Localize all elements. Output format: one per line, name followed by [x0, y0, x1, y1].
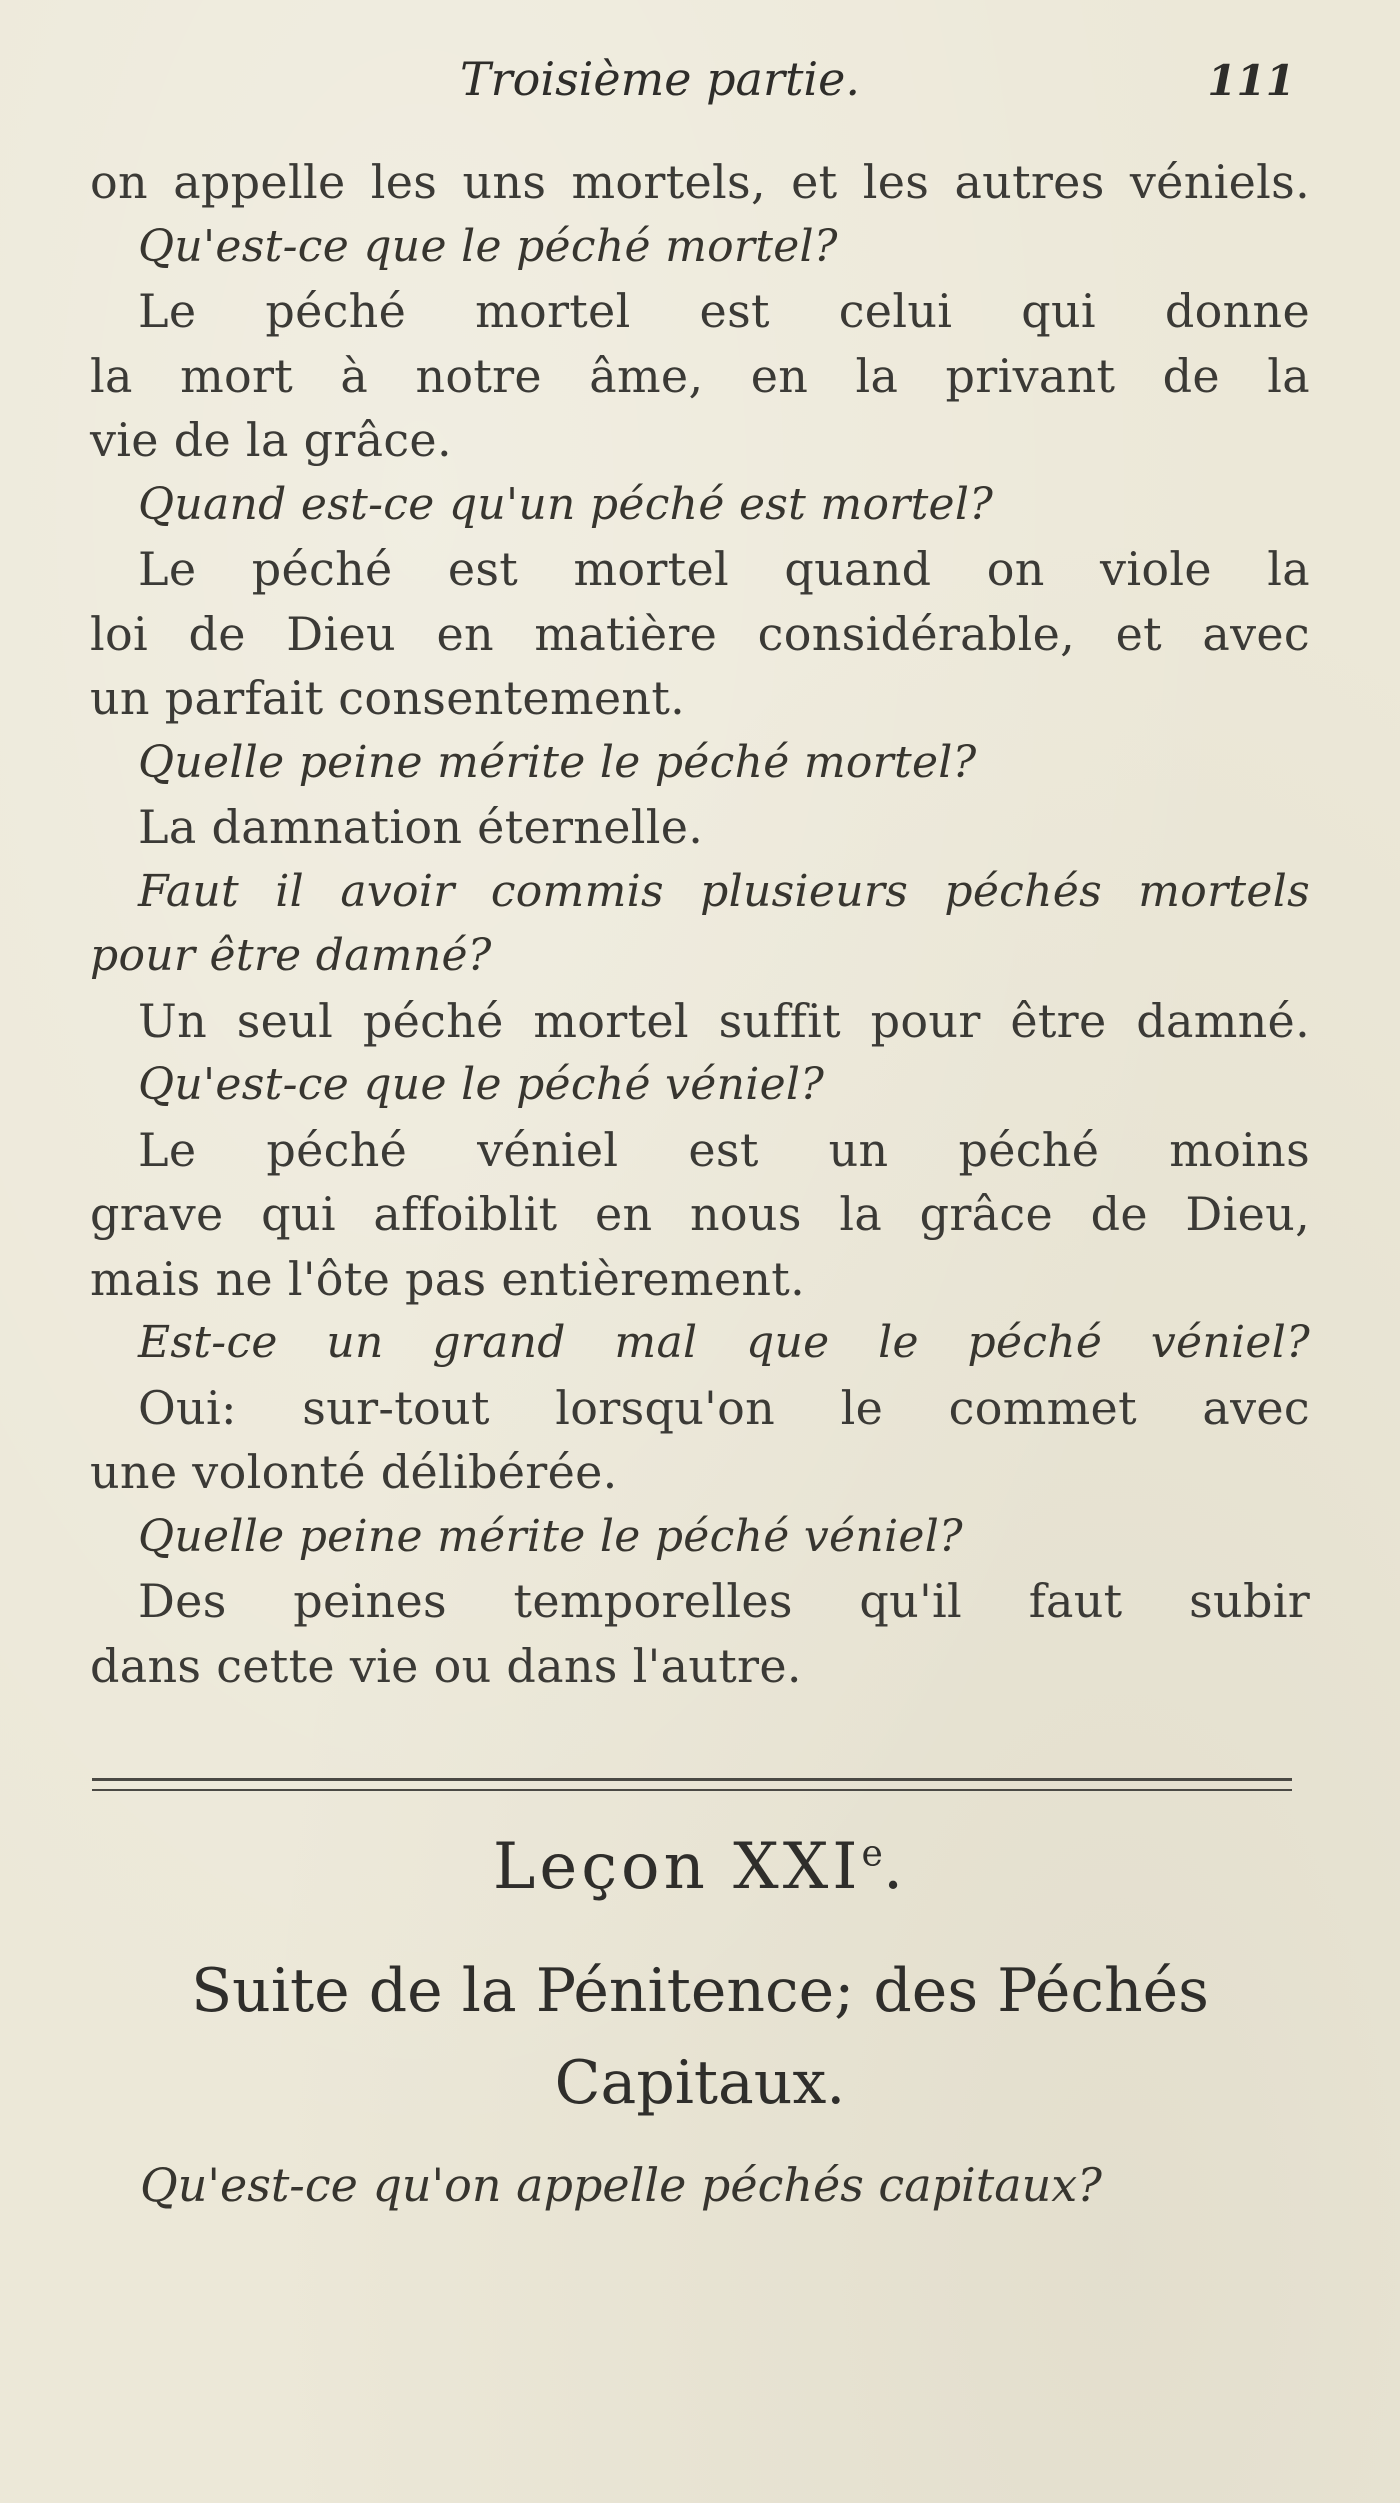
- question-line: pour être damné?: [90, 930, 492, 981]
- answer-line: Un seul péché mortel suffit pour être damné.: [138, 993, 1310, 1048]
- page-header: [0, 52, 1400, 112]
- question-line: Faut il avoir commis plusieurs péchés mortels: [138, 865, 1310, 917]
- section-title: [0, 1945, 1400, 2129]
- question-line: Quelle peine mérite le péché véniel?: [138, 1510, 963, 1562]
- answer-line: mais ne l'ôte pas entièrement.: [90, 1251, 805, 1306]
- section-title-line-1: Suite de la Pénitence; des Péchés: [191, 1956, 1209, 2026]
- answer-line: on appelle les uns mortels, et les autres véniels.: [90, 155, 1310, 209]
- question-line: Quand est-ce qu'un péché est mortel?: [138, 478, 994, 530]
- lesson-heading-end: .: [882, 1830, 908, 1904]
- catechism-question: Qu'est-ce qu'on appelle péchés capitaux?: [140, 2158, 1102, 2212]
- answer-line: La damnation éternelle.: [138, 800, 704, 854]
- answer-line: Le péché véniel est un péché moins: [138, 1122, 1310, 1177]
- answer-line: Le péché mortel est celui qui donne: [138, 284, 1310, 338]
- section-divider-thick: [92, 1778, 1292, 1781]
- running-head: Troisième partie.: [460, 52, 860, 106]
- body-text: [90, 150, 1310, 1698]
- answer-line: vie de la grâce.: [90, 413, 452, 467]
- answer-line: Oui: sur-tout lorsqu'on le commet avec: [138, 1380, 1310, 1435]
- lesson-heading-text: Leçon XXI: [492, 1830, 862, 1904]
- section-divider-thin: [92, 1789, 1292, 1791]
- answer-line: loi de Dieu en matière considérable, et avec: [90, 606, 1310, 661]
- answer-line: Le péché est mortel quand on viole la: [138, 542, 1310, 596]
- answer-line: une volonté délibérée.: [90, 1445, 618, 1499]
- answer-line: dans cette vie ou dans l'autre.: [90, 1638, 802, 1693]
- lesson-heading: [0, 1830, 1400, 1904]
- question-line: Qu'est-ce que le péché mortel?: [138, 220, 838, 272]
- question-line: Qu'est-ce que le péché véniel?: [138, 1059, 825, 1110]
- answer-line: un parfait consentement.: [90, 671, 686, 725]
- answer-line: la mort à notre âme, en la privant de la: [90, 348, 1310, 403]
- section-title-line-2: Capitaux.: [554, 2048, 846, 2118]
- question-line: Est-ce un grand mal que le péché véniel?: [138, 1317, 1310, 1368]
- page-number: 111: [1207, 56, 1295, 105]
- answer-line: Des peines temporelles qu'il faut subir: [138, 1574, 1310, 1628]
- lesson-heading-sup: e: [861, 1833, 883, 1875]
- answer-line: grave qui affoiblit en nous la grâce de Dieu,: [90, 1187, 1310, 1241]
- question-line: Quelle peine mérite le péché mortel?: [138, 736, 977, 788]
